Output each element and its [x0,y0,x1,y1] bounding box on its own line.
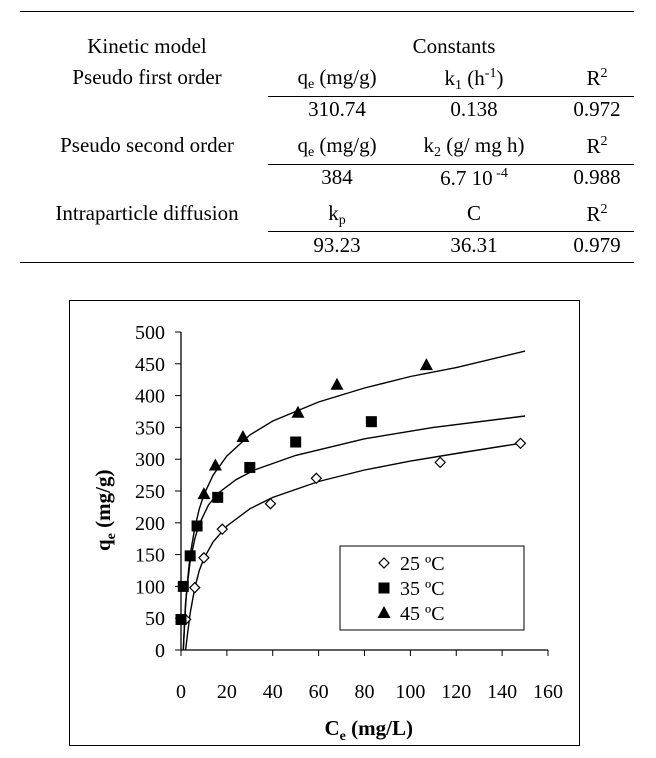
model-name: Pseudo first order [72,65,222,89]
x-tick-label: 100 [395,681,426,703]
data-point [330,378,343,390]
constant-value: 36.31 [450,233,498,257]
constant-value: 93.23 [313,233,361,257]
y-tick-label: 250 [135,481,165,503]
table-top-rule [20,11,634,12]
data-point [366,416,377,427]
symbol: k [444,66,456,90]
data-point [197,487,210,499]
x-tick-label: 20 [216,681,237,703]
y-tick-label: 0 [155,640,165,662]
data-point [435,457,445,467]
y-tick-label: 300 [135,449,165,472]
constant-value: 0.972 [573,97,621,121]
legend-marker [379,583,390,594]
y-tick-label: 400 [135,385,165,408]
subscript: 1 [455,78,463,93]
y-axis-unit: (mg/g) [91,469,115,534]
x-axis-title [325,716,413,744]
data-point [190,583,200,593]
constant-label [586,203,607,225]
x-tick-label: 0 [176,681,186,703]
y-axis-subscript: e [104,533,119,540]
x-tick-label: 60 [308,681,329,703]
constant-value: 0.988 [573,165,621,189]
data-point [217,524,227,534]
unit-close: ) [496,66,504,90]
y-tick-label: 350 [135,417,165,440]
constant-label [467,203,481,224]
x-tick-label: 160 [533,681,563,703]
data-point [212,492,223,503]
constant-label [424,135,525,160]
x-tick-label: 40 [262,681,283,703]
unit: (g/ mg h) [441,133,525,157]
x-tick-label: 120 [441,681,472,703]
header-kinetic-model: Kinetic model [87,34,207,58]
x-tick-label: 140 [487,681,518,703]
data-point [178,581,189,592]
superscript: 2 [600,134,608,149]
y-tick-label: 450 [135,353,165,376]
data-point [236,430,249,442]
constant-value: 6.7 10 $^{-4}$ [440,166,508,190]
subscript: e [307,77,315,92]
legend-label: 35 ºC [400,578,445,600]
constant-label [297,67,376,92]
data-point [420,358,433,370]
y-axis-symbol: q [91,539,115,551]
y-tick-label: 500 [135,322,165,344]
constant-value: 0.138 [450,97,498,121]
x-tick-label: 80 [354,681,375,703]
legend-label: 25 ºC [400,553,445,575]
constant-label [586,135,607,157]
y-tick-label: 200 [135,512,165,535]
chart-svg [70,301,581,747]
y-axis-title [91,470,119,551]
value-exponent: -4 [492,166,508,181]
y-tick-label: 150 [135,544,165,567]
constant-label [586,67,607,89]
data-point [176,614,187,625]
superscript: 2 [600,66,608,81]
symbol: R [586,66,601,90]
x-axis-subscript: e [339,729,346,744]
y-tick-label: 50 [145,608,165,631]
subscript: e [307,145,315,160]
symbol: R [586,134,601,158]
chart-frame [69,300,580,746]
constant-value: 0.979 [573,233,621,257]
symbol: k [423,133,435,157]
unit: (mg/g) [314,65,377,89]
symbol: C [466,201,482,225]
header-constants: Constants [412,34,496,58]
symbol: R [586,202,601,226]
subscript: p [338,213,346,228]
symbol: k [328,201,339,225]
row-divider [268,231,634,232]
constant-label [297,135,376,160]
model-name: Intraparticle diffusion [55,201,239,225]
data-point [199,553,209,563]
data-point [185,550,196,561]
data-point [244,462,255,473]
symbol: q [297,65,308,89]
unit: (h [462,66,485,90]
subscript: 2 [434,145,442,160]
superscript: -1 [484,66,497,81]
y-tick-label: 100 [135,576,165,599]
data-point [192,520,203,531]
constant-label [328,203,346,228]
unit: (mg/g) [314,133,377,157]
data-point [290,437,301,448]
constant-label [445,67,504,93]
table-bottom-rule [20,262,634,263]
superscript: 2 [600,202,608,217]
model-name: Pseudo second order [60,133,234,157]
legend-label: 45 ºC [400,603,445,625]
constant-value: 384 [321,165,353,189]
x-axis-unit: (mg/L) [345,716,413,740]
symbol: q [297,133,308,157]
data-point [515,438,525,448]
x-axis-symbol: C [324,716,340,740]
constant-value: 310.74 [308,97,366,121]
